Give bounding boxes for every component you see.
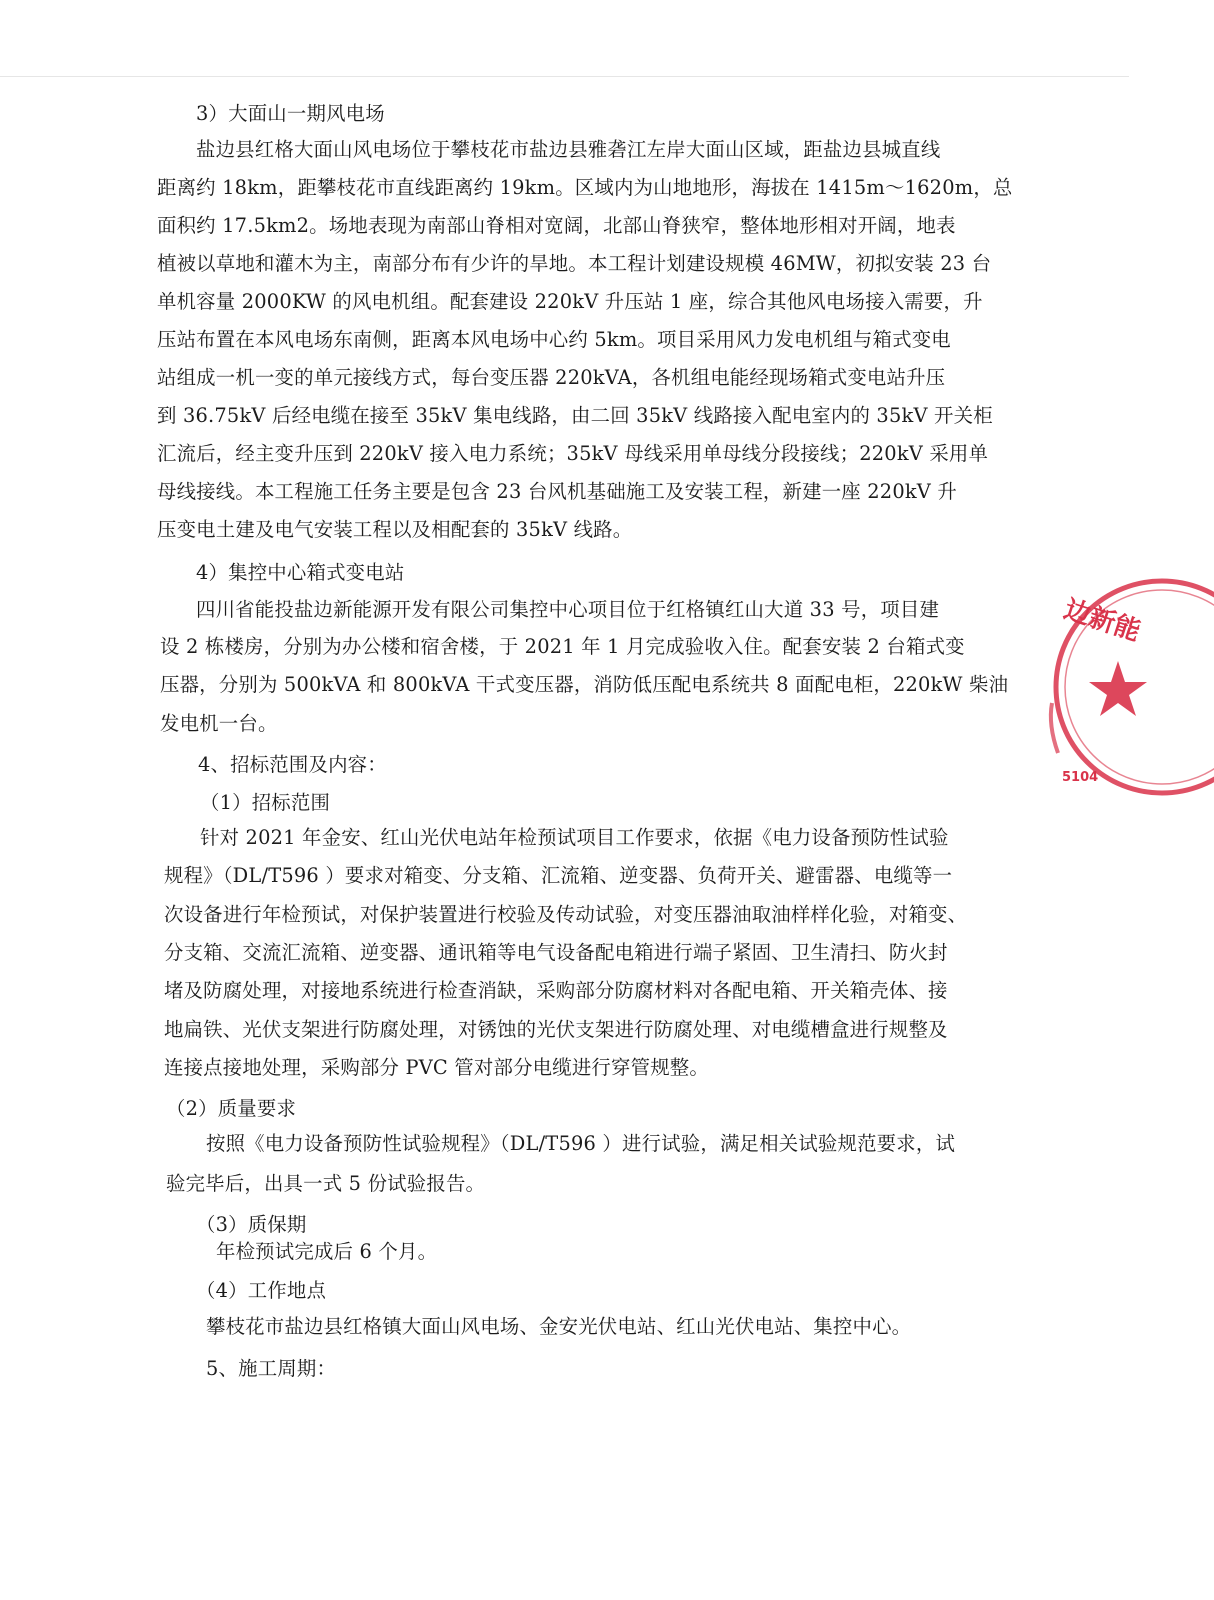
paragraph-line: 按照《电力设备预防性试验规程》（DL/T596 ）进行试验，满足相关试验规范要求，试 (206, 1132, 956, 1155)
paragraph-line: 压站布置在本风电场东南侧，距离本风电场中心约 5km。项目采用风力发电机组与箱式变电 (157, 328, 951, 351)
paragraph-line: 验完毕后，出具一式 5 份试验报告。 (166, 1172, 486, 1195)
paragraph-line: 设 2 栋楼房，分别为办公楼和宿舍楼，于 2021 年 1 月完成验收入住。配套安装 2 台箱式变 (160, 635, 965, 658)
paragraph-line: 距离约 18km，距攀枝花市直线距离约 19km。区域内为山地地形，海拔在 1415m～1620m，总 (157, 176, 1013, 199)
subheading-bid-range: （1）招标范围 (200, 791, 331, 814)
subheading-warranty-period: （3）质保期 (196, 1213, 307, 1236)
section-heading-construction-period: 5、施工周期： (206, 1357, 337, 1380)
paragraph-line: 分支箱、交流汇流箱、逆变器、通讯箱等电气设备配电箱进行端子紧固、卫生清扫、防火封 (164, 941, 948, 964)
paragraph-line: 到 36.75kV 后经电缆在接至 35kV 集电线路，由二回 35kV 线路接入配电室内的 35kV 开关柜 (157, 404, 993, 427)
paragraph-line: 次设备进行年检预试，对保护装置进行校验及传动试验，对变压器油取油样样化验，对箱变、 (164, 903, 968, 926)
paragraph-line: 母线接线。本工程施工任务主要是包含 23 台风机基础施工及安装工程，新建一座 220kV 升 (157, 480, 957, 503)
section-heading-bid-scope: 4、招标范围及内容： (198, 753, 387, 776)
stamp-text-bottom: 5104 (1062, 770, 1099, 785)
paragraph-line: 地扁铁、光伏支架进行防腐处理，对锈蚀的光伏支架进行防腐处理、对电缆槽盒进行规整及 (164, 1018, 948, 1041)
paragraph-line: 连接点接地处理，采购部分 PVC 管对部分电缆进行穿管规整。 (164, 1056, 709, 1079)
paragraph-line: 堵及防腐处理，对接地系统进行检查消缺，采购部分防腐材料对各配电箱、开关箱壳体、接 (164, 979, 948, 1002)
paragraph-line: 汇流后，经主变升压到 220kV 接入电力系统；35kV 母线采用单母线分段接线；220kV 采用单 (157, 442, 989, 465)
heading-dami-shan-wind-farm: 3）大面山一期风电场 (196, 102, 385, 125)
paragraph-line: 面积约 17.5km2。场地表现为南部山脊相对宽阔，北部山脊狭窄，整体地形相对开阔，地表 (157, 214, 956, 237)
paragraph-line: 年检预试完成后 6 个月。 (216, 1240, 438, 1263)
paragraph-line: 盐边县红格大面山风电场位于攀枝花市盐边县雅砻江左岸大面山区域，距盐边县城直线 (196, 138, 941, 161)
paragraph-line: 四川省能投盐边新能源开发有限公司集控中心项目位于红格镇红山大道 33 号，项目建 (196, 598, 940, 621)
paragraph-line: 压器，分别为 500kVA 和 800kVA 干式变压器，消防低压配电系统共 8 面配电柜，220kW 柴油 (160, 673, 1009, 696)
paragraph-line: 攀枝花市盐边县红格镇大面山风电场、金安光伏电站、红山光伏电站、集控中心。 (206, 1315, 912, 1338)
paragraph-line: 规程》（DL/T596 ）要求对箱变、分支箱、汇流箱、逆变器、负荷开关、避雷器、电缆等一 (164, 864, 953, 887)
paragraph-line: 发电机一台。 (160, 712, 278, 735)
paragraph-line: 针对 2021 年金安、红山光伏电站年检预试项目工作要求，依据《电力设备预防性试验 (200, 826, 949, 849)
company-seal-stamp (1044, 575, 1204, 805)
subheading-quality-requirements: （2）质量要求 (166, 1097, 297, 1120)
paragraph-line: 压变电土建及电气安装工程以及相配套的 35kV 线路。 (157, 518, 633, 541)
stamp-text-top: 边新能 (1060, 594, 1144, 648)
heading-control-center-substation: 4）集控中心箱式变电站 (196, 561, 405, 584)
scan-edge-line (0, 76, 1129, 77)
subheading-work-location: （4）工作地点 (196, 1279, 327, 1302)
paragraph-line: 站组成一机一变的单元接线方式，每台变压器 220kVA，各机组电能经现场箱式变电站升压 (157, 366, 946, 389)
paragraph-line: 植被以草地和灌木为主，南部分布有少许的旱地。本工程计划建设规模 46MW，初拟安装 23 台 (157, 252, 992, 275)
paragraph-line: 单机容量 2000KW 的风电机组。配套建设 220kV 升压站 1 座，综合其他风电场接入需要，升 (157, 290, 983, 313)
